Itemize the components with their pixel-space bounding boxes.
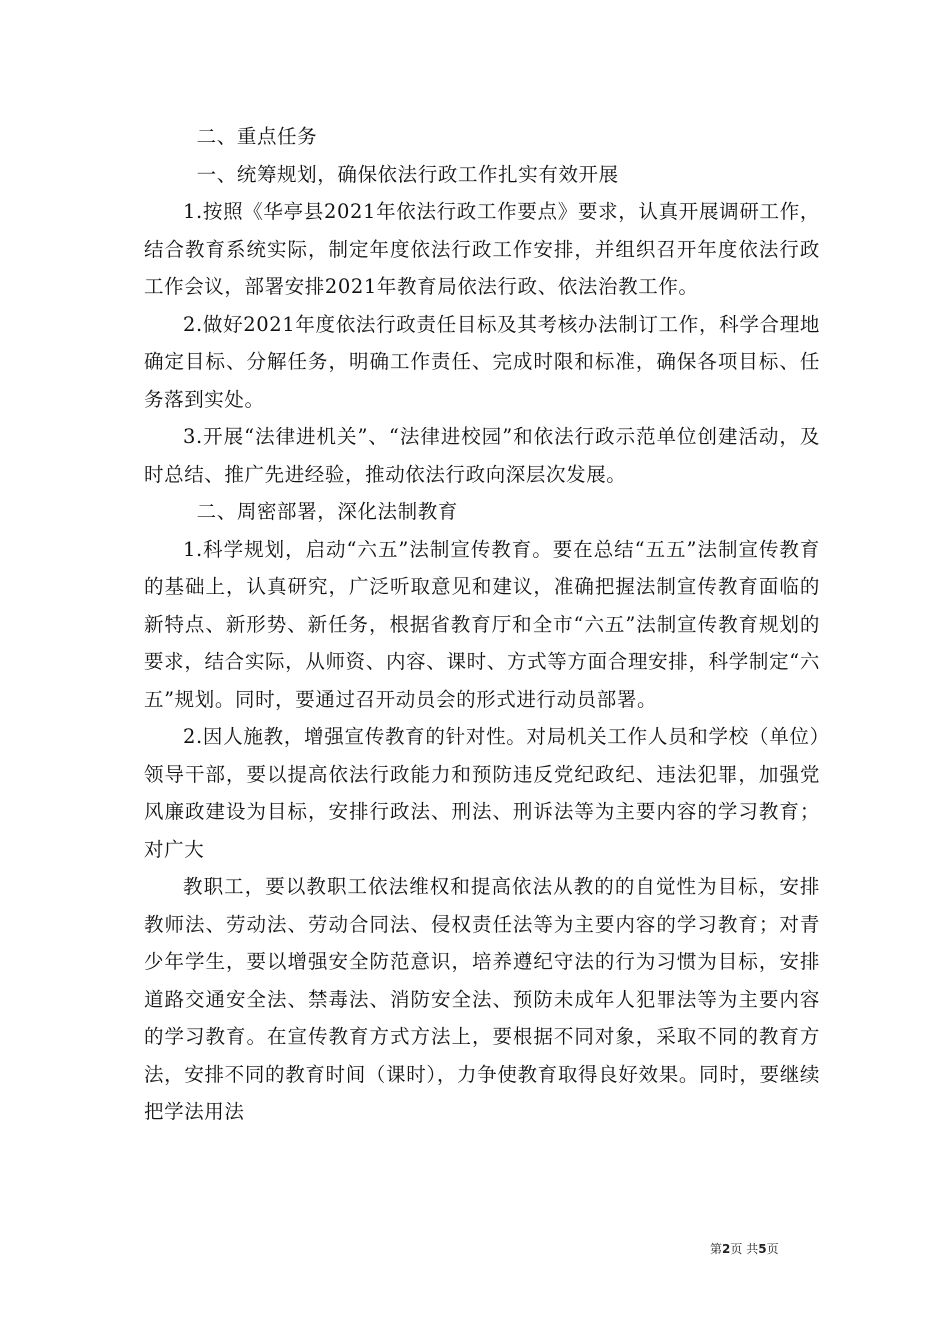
paragraph-education-item-2: 2.因人施教，增强宣传教育的针对性。对局机关工作人员和学校（单位）领导干部，要以提高依法行政能力和预防违反党纪政纪、违法犯罪，加强党风廉政建设为目标，安排行政法、刑法、刑诉法等为主要内容的学习教育；对广大 (144, 725, 820, 861)
paragraph-continuation: 教职工，要以教职工依法维权和提高依法从教的的自觉性为目标，安排教师法、劳动法、劳动合同法、侵权责任法等为主要内容的学习教育；对青少年学生，要以增强安全防范意识，培养遵纪守法的行为习惯为目标，安排道路交通安全法、禁毒法、消防安全法、预防未成年人犯罪法等为主要内容的学习教育。在宣传教育方式方法上，要根据不同对象，采取不同的教育方法，安排不同的教育时间（课时），力争使教育取得良好效果。同时，要继续把学法用法 (144, 875, 820, 1123)
footer-middle: 页 共 (730, 1242, 759, 1256)
paragraph-education-item-1: 1.科学规划，启动“六五”法制宣传教育。要在总结“五五”法制宣传教育的基础上，认真研究，广泛听取意见和建议，准确把握法制宣传教育面临的新特点、新形势、新任务，根据省教育厅和全市“六五”法制宣传教育规划的要求，结合实际，从师资、内容、课时、方式等方面合理安排，科学制定“六五”规划。同时，要通过召开动员会的形式进行动员部署。 (144, 537, 820, 711)
section-heading-key-tasks: 二、重点任务 (196, 125, 318, 148)
paragraph-item-3: 3.开展“法律进机关”、“法律进校园”和依法行政示范单位创建活动，及时总结、推广先进经验，推动依法行政向深层次发展。 (144, 425, 820, 486)
document-body (144, 118, 820, 1131)
footer-prefix: 第 (710, 1242, 723, 1256)
footer-total-pages: 5 (758, 1242, 767, 1256)
paragraph-item-1: 1.按照《华亭县2021年依法行政工作要点》要求，认真开展调研工作，结合教育系统实际，制定年度依法行政工作安排，并组织召开年度依法行政工作会议，部署安排2021年教育局依法行政、依法治教工作。 (144, 200, 820, 298)
footer-suffix: 页 (766, 1242, 779, 1256)
subsection-heading-legal-education: 二、周密部署，深化法制教育 (196, 500, 458, 523)
footer-page-number: 2 (722, 1242, 731, 1256)
paragraph-item-2: 2.做好2021年度依法行政责任目标及其考核办法制订工作，科学合理地确定目标、分解任务，明确工作责任、完成时限和标准，确保各项目标、任务落到实处。 (144, 312, 820, 411)
subsection-heading-planning: 一、统筹规划，确保依法行政工作扎实有效开展 (196, 162, 619, 186)
page-footer (710, 1240, 779, 1257)
